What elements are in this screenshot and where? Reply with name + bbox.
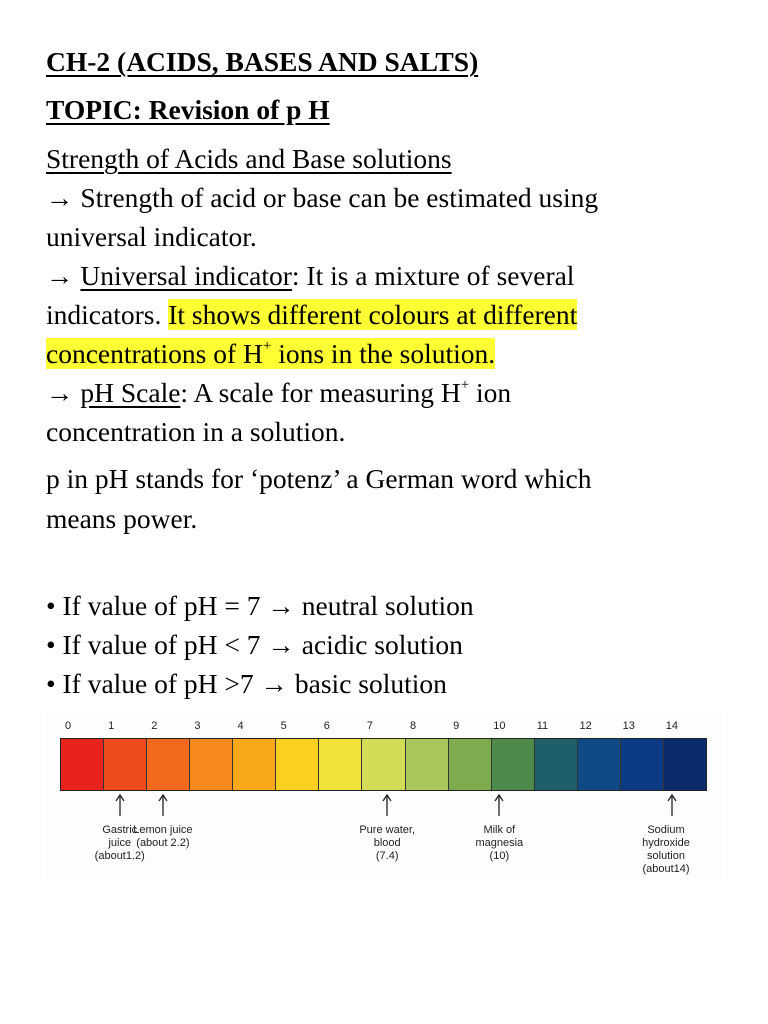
- ph-cell-1: [104, 739, 147, 790]
- ph-tick-9: 9: [453, 720, 460, 732]
- ph-marker-caption-0: Gastric juice (about1.2): [94, 824, 145, 862]
- ph-scale-term: pH Scale: [80, 377, 181, 408]
- chapter-heading: CH-2 (ACIDS, BASES AND SALTS): [46, 46, 479, 77]
- ph-tick-3: 3: [194, 720, 201, 732]
- ph-cell-10: [492, 739, 535, 790]
- ph-scale-figure: [46, 712, 722, 880]
- bullet-neutral: • If value of pH = 7 → neutral solution: [46, 590, 474, 621]
- highlight-text-2: concentrations of H+ ions in the solution.: [46, 338, 496, 369]
- ph-cell-2: [147, 739, 190, 790]
- point3-line2: concentration in a solution.: [46, 416, 346, 447]
- ph-tick-4: 4: [237, 720, 244, 732]
- potenz-line1: p in pH stands for ‘potenz’ a German word which: [46, 463, 592, 494]
- point3-arrow: →: [46, 377, 81, 408]
- ph-marker-arrow-4: [667, 794, 677, 816]
- ph-tick-0: 0: [64, 720, 72, 732]
- topic-heading: TOPIC: Revision of p H: [46, 94, 330, 125]
- ph-tick-14: 14: [665, 720, 678, 732]
- ph-tick-8: 8: [410, 720, 417, 732]
- ph-cell-0: [61, 739, 104, 790]
- point1-line2: universal indicator.: [46, 221, 257, 252]
- ph-cell-7: [362, 739, 405, 790]
- ph-marker-arrow-3: [494, 794, 504, 816]
- point2-line3: [46, 337, 495, 371]
- point3-line1: → pH Scale: A scale for measuring H+ ion: [46, 377, 512, 408]
- ph-cell-8: [406, 739, 449, 790]
- ph-cell-11: [535, 739, 578, 790]
- ph-marker-arrow-1: [158, 794, 168, 816]
- ph-cell-5: [276, 739, 319, 790]
- ph-cell-12: [578, 739, 621, 790]
- ph-tick-10: 10: [493, 720, 506, 732]
- ph-cell-6: [319, 739, 362, 790]
- bullet-acidic: • If value of pH < 7 → acidic solution: [46, 629, 463, 660]
- ph-tick-1: 1: [108, 720, 115, 732]
- point2-rest: : It is a mixture of several: [291, 260, 575, 291]
- ph-tick-5: 5: [280, 720, 287, 732]
- point2-line1: [46, 259, 574, 293]
- point2-line2-start: indicators.: [46, 299, 169, 330]
- ph-tick-12: 12: [579, 720, 592, 732]
- ph-cell-4: [233, 739, 276, 790]
- highlight-text-1: It shows different colours at different: [168, 299, 578, 330]
- ph-marker-caption-1: Lemon juice (about 2.2): [133, 824, 193, 849]
- point2-arrow: →: [46, 260, 81, 291]
- point2-line2: [46, 298, 577, 332]
- ph-tick-6: 6: [323, 720, 330, 732]
- ph-tick-2: 2: [151, 720, 158, 732]
- bullet-basic: • If value of pH >7 → basic solution: [46, 668, 447, 699]
- ph-marker-caption-2: Pure water, blood (7.4): [359, 824, 415, 862]
- ph-cell-13: [621, 739, 664, 790]
- ph-cell-14: [664, 739, 706, 790]
- ph-color-bar: [60, 738, 707, 791]
- ph-marker-arrow-0: [115, 794, 125, 816]
- point1-line1: → Strength of acid or base can be estimated using: [46, 182, 599, 213]
- universal-indicator-term: Universal indicator: [80, 260, 292, 291]
- ph-tick-11: 11: [536, 720, 549, 732]
- ph-tick-13: 13: [622, 720, 635, 732]
- ph-cell-3: [190, 739, 233, 790]
- ph-marker-caption-3: Milk of magnesia (10): [475, 824, 524, 862]
- ph-cell-9: [449, 739, 492, 790]
- potenz-line2: means power.: [46, 503, 198, 534]
- section-title: Strength of Acids and Base solutions: [46, 143, 452, 174]
- ph-marker-arrow-2: [382, 794, 392, 816]
- ph-marker-caption-4: Sodium hydroxide solution (about14): [642, 824, 690, 875]
- ph-tick-7: 7: [366, 720, 373, 732]
